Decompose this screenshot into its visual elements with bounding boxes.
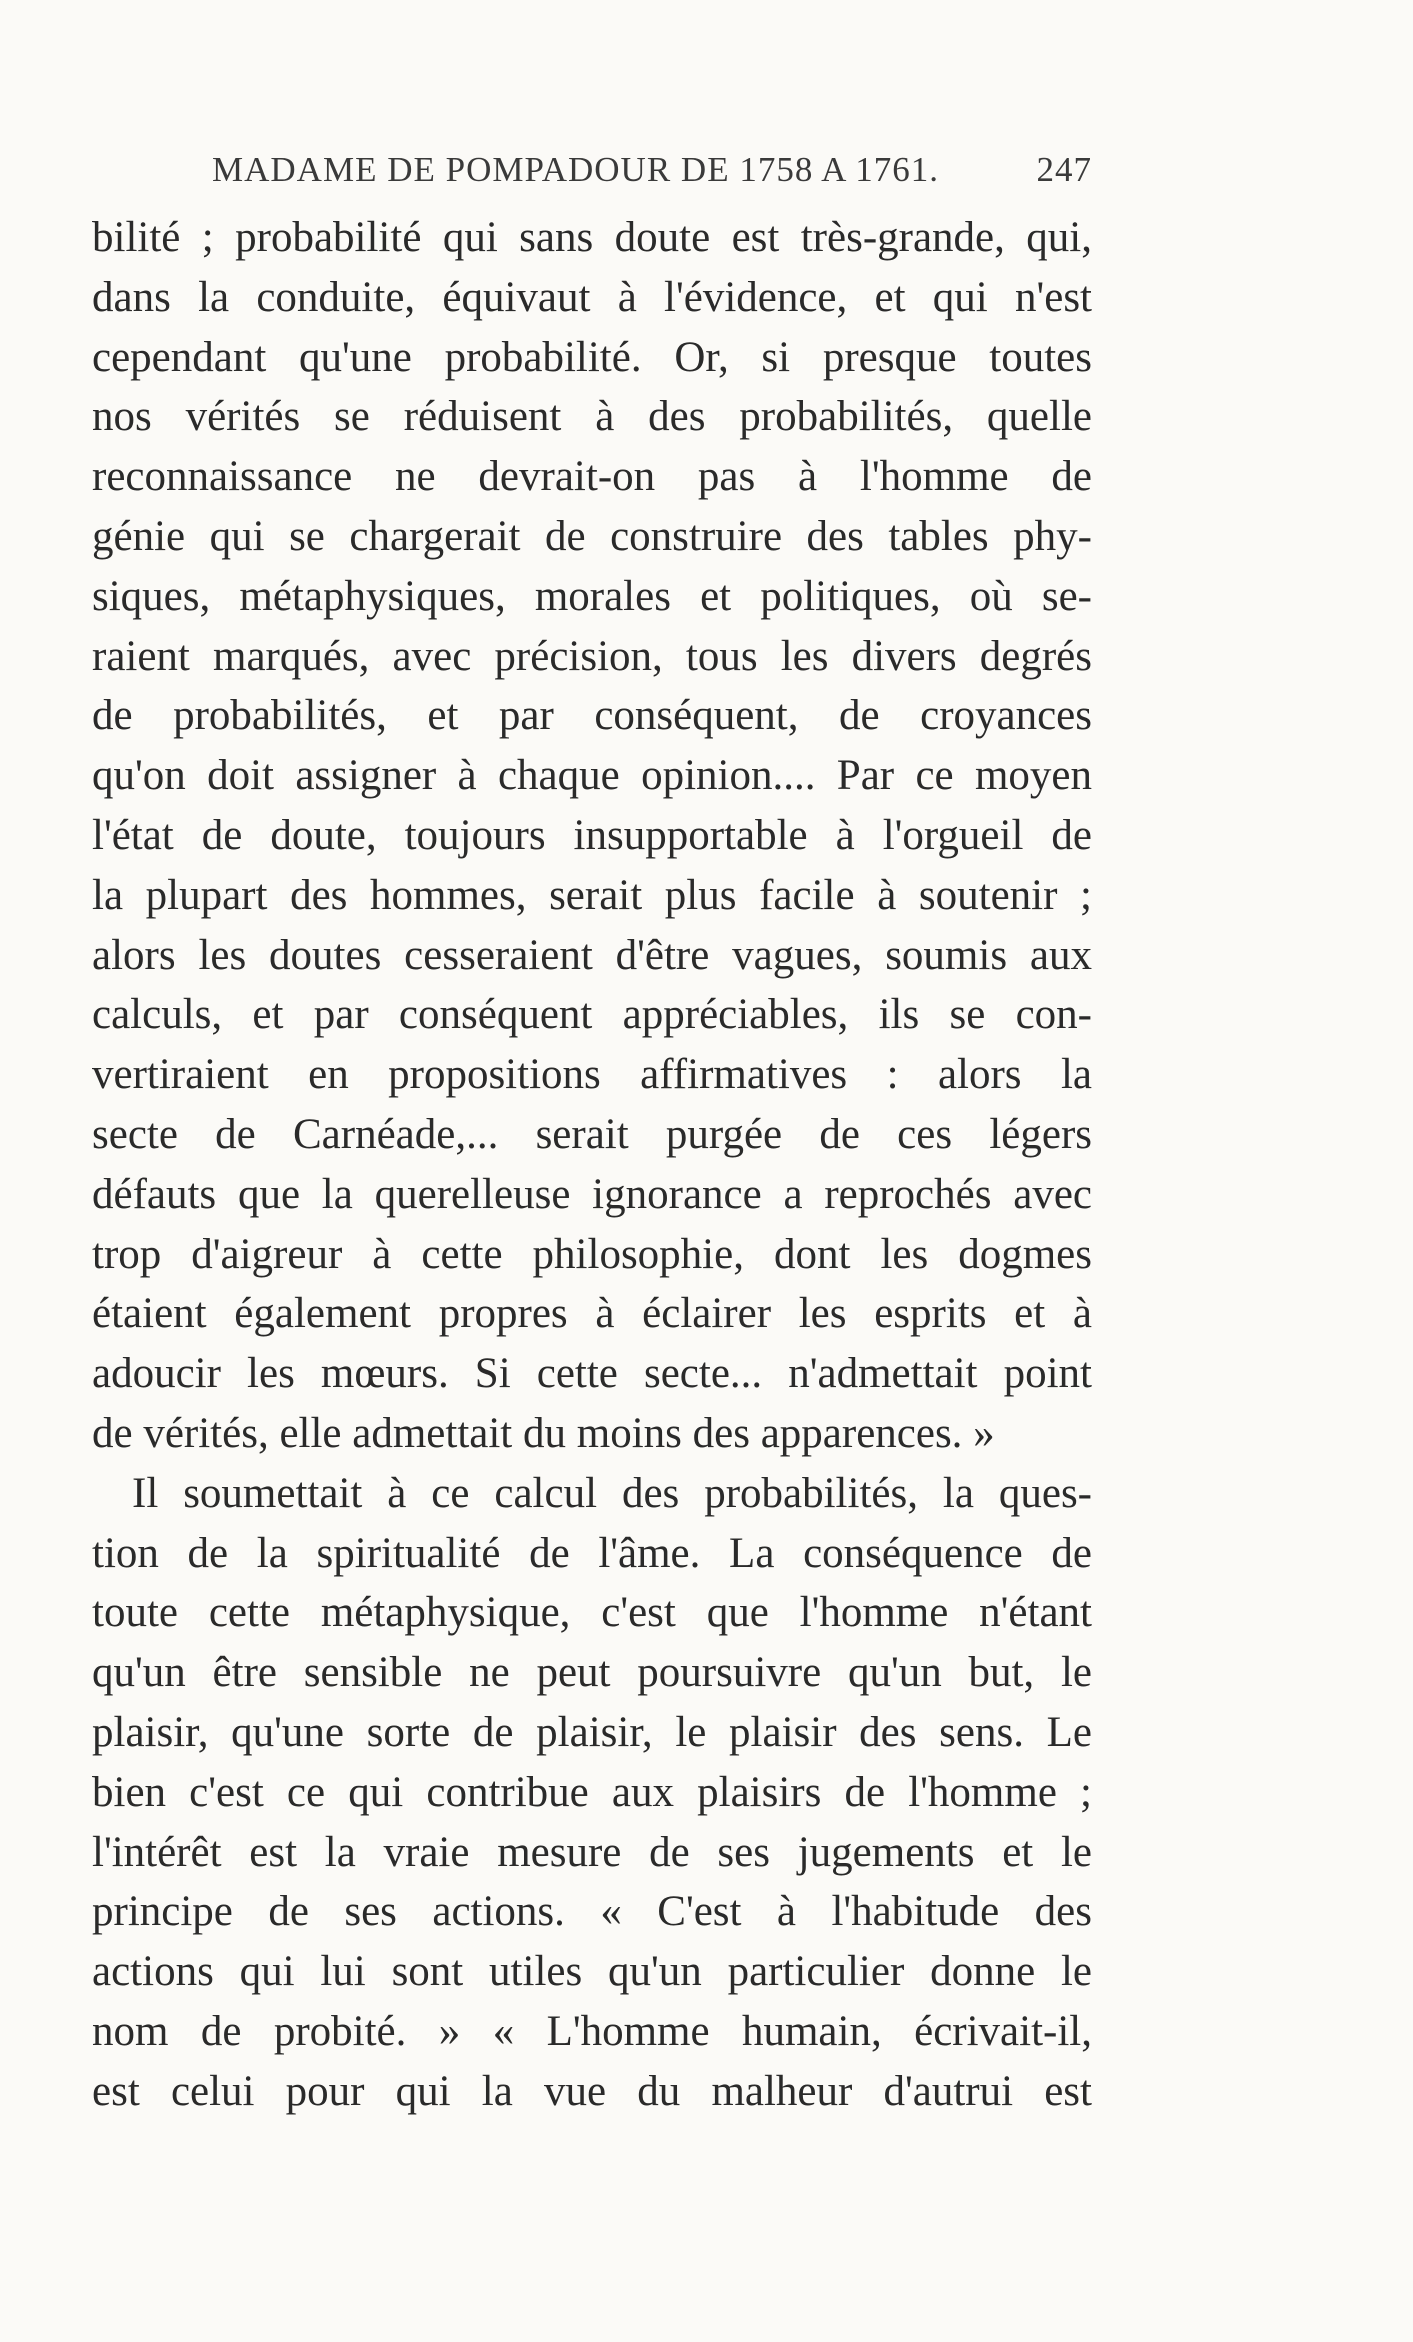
text-line: nos vérités se réduisent à des probabilités, quelle: [92, 393, 1092, 441]
text-line: de probabilités, et par conséquent, de croyances: [92, 692, 1092, 740]
paragraph-start-line: Il soumettait à ce calcul des probabilités, la ques-: [132, 1469, 1092, 1517]
text-line: alors les doutes cesseraient d'être vagues, soumis aux: [92, 931, 1092, 979]
text-line: calculs, et par conséquent appréciables, ils se con-: [92, 991, 1092, 1039]
text-line: qu'un être sensible ne peut poursuivre qu'un but, le: [92, 1649, 1092, 1697]
text-line: l'intérêt est la vraie mesure de ses jugements et le: [92, 1828, 1092, 1876]
text-line: bien c'est ce qui contribue aux plaisirs de l'homme ;: [92, 1768, 1092, 1816]
text-line: tion de la spiritualité de l'âme. La conséquence de: [92, 1529, 1092, 1577]
text-line: dans la conduite, équivaut à l'évidence, et qui n'est: [92, 273, 1092, 321]
text-line: défauts que la querelleuse ignorance a reprochés avec: [92, 1170, 1092, 1218]
text-line: plaisir, qu'une sorte de plaisir, le plaisir des sens. Le: [92, 1708, 1092, 1756]
body-text: [92, 208, 1092, 2122]
text-line: bilité ; probabilité qui sans doute est très-grande, qui,: [92, 214, 1092, 261]
text-line: adoucir les mœurs. Si cette secte... n'admettait point: [92, 1350, 1092, 1398]
running-head: [92, 150, 1092, 200]
text-line: principe de ses actions. « C'est à l'habitude des: [92, 1888, 1092, 1936]
text-line: reconnaissance ne devrait-on pas à l'homme de: [92, 453, 1092, 501]
text-line: cependant qu'une probabilité. Or, si presque toutes: [92, 333, 1092, 381]
text-line: siques, métaphysiques, morales et politiques, où se-: [92, 572, 1092, 620]
running-title: MADAME DE POMPADOUR DE 1758 A 1761.: [212, 150, 939, 189]
text-line: génie qui se chargerait de construire des tables phy-: [92, 512, 1092, 560]
text-line: nom de probité. » « L'homme humain, écrivait-il,: [92, 2007, 1092, 2055]
text-line: la plupart des hommes, serait plus facile à soutenir ;: [92, 871, 1092, 919]
page-number: 247: [1036, 150, 1092, 189]
text-line: secte de Carnéade,... serait purgée de ces légers: [92, 1110, 1092, 1158]
text-line: l'état de doute, toujours insupportable à l'orgueil de: [92, 811, 1092, 859]
text-line: raient marqués, avec précision, tous les divers degrés: [92, 632, 1092, 680]
text-line: actions qui lui sont utiles qu'un particulier donne le: [92, 1948, 1092, 1996]
text-line: étaient également propres à éclairer les esprits et à: [92, 1290, 1092, 1338]
text-line: vertiraient en propositions affirmatives : alors la: [92, 1051, 1092, 1099]
text-line: qu'on doit assigner à chaque opinion.... Par ce moyen: [92, 752, 1092, 800]
text-line: toute cette métaphysique, c'est que l'homme n'étant: [92, 1589, 1092, 1637]
text-line: trop d'aigreur à cette philosophie, dont les dogmes: [92, 1230, 1092, 1278]
text-line: est celui pour qui la vue du malheur d'autrui est: [92, 2067, 1092, 2115]
text-line: de vérités, elle admettait du moins des apparences. »: [92, 1409, 995, 1457]
